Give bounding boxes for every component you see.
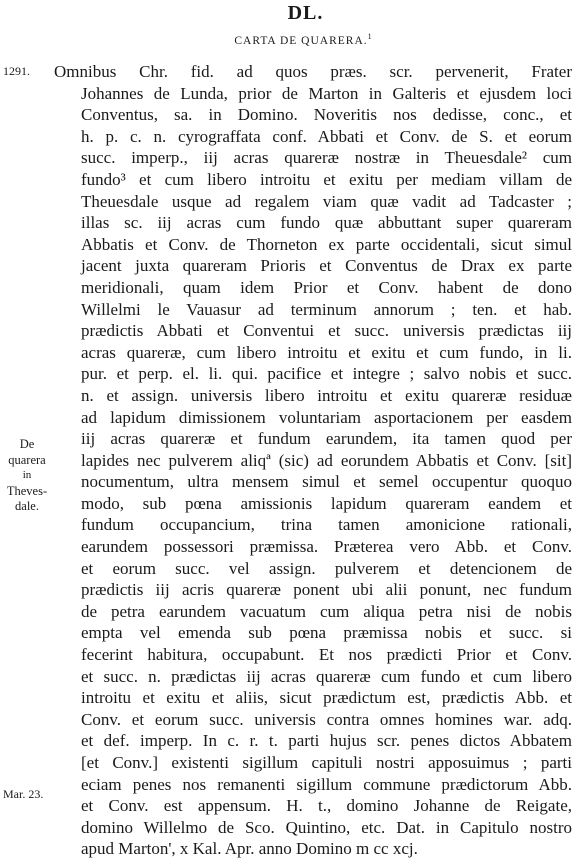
text-line: fundo³ et cum libero introitu et exitu per mediam villam de [81, 169, 572, 189]
text-line: Omnibus Chr. fid. ad quos præs. scr. pervenerit, Frater [54, 62, 572, 81]
text-line: succ. imperp., iij acras quareræ nostræ in Theuesdale² cum [81, 148, 572, 168]
text-line: et succ. n. prædictas iij acras quareræ cum fundo et cum libero [81, 666, 572, 686]
margin-note-line: quarera [8, 452, 46, 467]
text-line: Conv. et eorum succ. universis contra omnes homines war. adq. [81, 709, 572, 729]
text-line: empta vel emenda sub pœna præmissa nobis et succ. si [81, 623, 572, 643]
text-line: introitu et exitu et aliis, sicut prædictum est, prædictis Abb. et [81, 688, 572, 708]
margin-note-line: dale. [15, 499, 39, 513]
charter-number: DL. [287, 2, 324, 24]
margin-year: 1291. [3, 64, 30, 78]
margin-note-line: De [19, 437, 35, 451]
text-line: apud Marton', x Kal. Apr. anno Domino m cc xcj. [81, 839, 418, 859]
title-footnote-marker: 1 [367, 32, 373, 42]
text-line: modo, sub pœna amissionis lapidum quareram eandem et [81, 493, 572, 513]
text-line: ad lapidum dimissionem voluntariam asportacionem per easdem [81, 407, 572, 427]
charter-title [16, 32, 575, 47]
text-line: et def. imperp. In c. r. t. parti hujus scr. penes dictos Abbatem [81, 731, 572, 751]
text-line: iij acras quareræ et fundum earundem, ita tamen quod per [81, 429, 572, 449]
text-line: earundem possessori præmissa. Præterea vero Abb. et Conv. [81, 537, 572, 557]
margin-note-line: in [22, 469, 32, 481]
text-line: domino Willelmo de Sco. Quintino, etc. Dat. in Capitulo nostro [81, 817, 572, 837]
text-line: eciam penes nos remanenti sigillum commune prædictorum Abb. [81, 774, 572, 794]
charter-title-text: CARTA DE QUARERA. [234, 35, 368, 47]
text-line: prædictis iij acris quareræ ponent ubi alii ponunt, nec fundum [81, 580, 572, 600]
text-line: acras quareræ, cum libero introitu et exitu et cum fundo, in li. [81, 342, 572, 362]
text-line: prædictis Abbati et Conventui et succ. universis prædictas iij [81, 321, 572, 341]
text-line: Theuesdale usque ad regalem viam quæ vadit ad Tadcaster ; [81, 191, 572, 211]
charter-body [54, 61, 572, 860]
text-line: et Conv. est appensum. H. t., domino Johanne de Reigate, [81, 796, 572, 816]
text-line: de petra earundem vacuatum cum aliqua petra nisi de nobis [81, 601, 572, 621]
text-line: jacent juxta quareram Prioris et Conventus de Drax ex parte [81, 256, 572, 276]
text-line: Willelmi le Vauasur ad terminum annorum ; ten. et hab. [81, 299, 572, 319]
margin-note [2, 437, 52, 515]
text-line: illas sc. iij acras cum fundo quæ abbuttant super quareram [81, 213, 572, 233]
text-line: meridionali, quam idem Prior et Conv. habent de dono [81, 277, 572, 297]
text-line: Johannes de Lunda, prior de Marton in Galteris et ejusdem loci [81, 83, 572, 103]
text-line: et eorum succ. vel assign. pulverem et detencionem de [81, 558, 572, 578]
margin-note-line: Theves- [6, 483, 48, 498]
text-line: nocumentum, ultra mensem simul et semel occupentur quoquo [81, 472, 572, 492]
text-line: lapides nec pulverem aliqª (sic) ad eorundem Abbatis et Conv. [sit] [81, 450, 572, 470]
text-line: fecerint habitura, occupabunt. Et nos prædicti Prior et Conv. [81, 645, 572, 665]
text-line: h. p. c. n. cyrograffata conf. Abbati et Conv. de S. et eorum [81, 126, 572, 146]
margin-date: Mar. 23. [3, 787, 44, 801]
text-line: [et Conv.] existenti sigillum capituli nostri apposuimus ; parti [81, 753, 572, 772]
text-line: fundum occupancium, trina tamen amonicione rationali, [81, 515, 572, 535]
text-line: Conventus, sa. in Domino. Noveritis nos dedisse, conc., et [81, 105, 572, 125]
text-line: pur. et perp. el. li. qui. pacifice et integre ; salvo nobis et succ. [81, 364, 572, 384]
text-line: Abbatis et Conv. de Thorneton ex parte occidentali, sicut simul [81, 234, 572, 254]
text-line: n. et assign. universis libero introitu et exitu quareræ residuæ [81, 385, 572, 405]
